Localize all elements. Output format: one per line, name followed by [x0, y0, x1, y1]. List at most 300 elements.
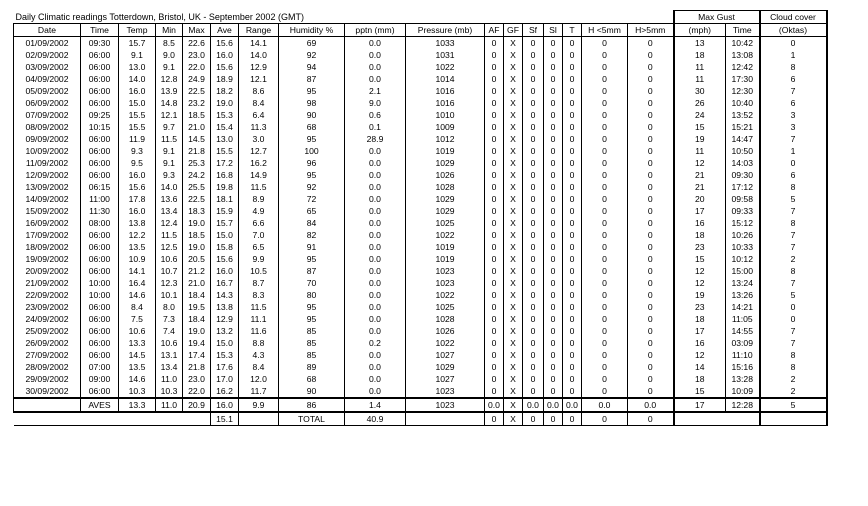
cell-t: 0	[563, 277, 582, 289]
table-row	[14, 361, 827, 373]
cell-h-lt-5mm: 0	[582, 145, 628, 157]
cell-date: 27/09/2002	[14, 349, 81, 361]
cell-range: 11.5	[239, 301, 279, 313]
cell-af: 0	[485, 313, 504, 325]
cell-pressure: 1023	[406, 398, 485, 412]
cell-pptn: 0.0	[345, 373, 406, 385]
climate-table	[13, 10, 828, 426]
cell-max: 25.3	[183, 157, 211, 169]
cell-sl: 0	[544, 169, 563, 181]
cell-pptn: 0.6	[345, 109, 406, 121]
cell-t: 0	[563, 61, 582, 73]
cell-pptn: 0.0	[345, 49, 406, 61]
cell-time: 08:00	[81, 217, 119, 229]
cell-range: 12.0	[239, 373, 279, 385]
cell-sl: 0	[544, 49, 563, 61]
cell-gust-time: 14:21	[726, 301, 760, 313]
cell-ave: 13.0	[211, 133, 239, 145]
cell-max: 22.6	[183, 37, 211, 50]
cell-sf: 0	[523, 97, 544, 109]
cell-time: 06:00	[81, 229, 119, 241]
cell-date: 16/09/2002	[14, 217, 81, 229]
cell-ave: 15.8	[211, 241, 239, 253]
totals-row	[14, 412, 827, 426]
cell-min: 13.1	[156, 349, 183, 361]
cell-gust-time	[726, 412, 760, 426]
cell-gf: X	[504, 181, 523, 193]
cell-t: 0	[563, 361, 582, 373]
cell-pressure: 1031	[406, 49, 485, 61]
cell-oktas: 7	[760, 277, 827, 289]
cell-time: 06:00	[81, 337, 119, 349]
cell-date: 17/09/2002	[14, 229, 81, 241]
cell-gf: X	[504, 145, 523, 157]
cell-max: 23.0	[183, 49, 211, 61]
cell-max: 14.5	[183, 133, 211, 145]
cell-date	[14, 398, 81, 412]
cell-gf: X	[504, 121, 523, 133]
cell-time: 07:00	[81, 361, 119, 373]
table-row	[14, 337, 827, 349]
cell-min: 10.6	[156, 337, 183, 349]
cell-h-gt-5mm: 0	[628, 121, 674, 133]
cell-h-gt-5mm: 0	[628, 313, 674, 325]
table-row	[14, 145, 827, 157]
cell-gust-time: 10:26	[726, 229, 760, 241]
cell-temp: 14.5	[119, 349, 156, 361]
cell-oktas: 5	[760, 289, 827, 301]
cell-temp: 15.0	[119, 97, 156, 109]
cell-h-gt-5mm: 0	[628, 277, 674, 289]
cell-gust-time: 11:10	[726, 349, 760, 361]
cell-gust-time: 11:05	[726, 313, 760, 325]
cell-ave: 15.1	[211, 412, 239, 426]
cell-sl: 0	[544, 277, 563, 289]
cell-gf: X	[504, 349, 523, 361]
cell-oktas: 7	[760, 229, 827, 241]
cell-gust-time: 14:47	[726, 133, 760, 145]
cell-pressure: 1019	[406, 145, 485, 157]
cell-h-lt-5mm: 0	[582, 253, 628, 265]
cell-gust-mph: 21	[674, 169, 726, 181]
cell-range: 11.7	[239, 385, 279, 398]
cell-t: 0	[563, 73, 582, 85]
cell-h-lt-5mm: 0	[582, 121, 628, 133]
cell-h-gt-5mm: 0	[628, 85, 674, 97]
cell-temp: 15.7	[119, 37, 156, 50]
cell-pressure: 1023	[406, 265, 485, 277]
cell-oktas: 7	[760, 85, 827, 97]
cell-t: 0	[563, 49, 582, 61]
cell-time: AVES	[81, 398, 119, 412]
cell-af: 0	[485, 193, 504, 205]
cell-date: 15/09/2002	[14, 205, 81, 217]
cell-t: 0	[563, 412, 582, 426]
cell-gust-time: 03:09	[726, 337, 760, 349]
cell-min: 13.4	[156, 205, 183, 217]
cell-sf: 0.0	[523, 398, 544, 412]
cell-ave: 13.2	[211, 325, 239, 337]
cell-temp: 11.9	[119, 133, 156, 145]
cell-t: 0	[563, 373, 582, 385]
cell-gust-mph: 18	[674, 49, 726, 61]
table-row	[14, 181, 827, 193]
cell-gust-time: 13:28	[726, 373, 760, 385]
cell-max: 22.5	[183, 193, 211, 205]
table-row	[14, 205, 827, 217]
cell-min: 7.4	[156, 325, 183, 337]
cell-humidity: 95	[279, 301, 345, 313]
cell-pptn: 0.0	[345, 73, 406, 85]
cell-sl: 0	[544, 205, 563, 217]
cell-min: 10.3	[156, 385, 183, 398]
cell-h-lt-5mm: 0	[582, 181, 628, 193]
cell-min: 9.1	[156, 157, 183, 169]
cell-sf: 0	[523, 73, 544, 85]
cell-temp: 9.5	[119, 157, 156, 169]
cell-h-gt-5mm: 0	[628, 217, 674, 229]
cell-sl: 0	[544, 349, 563, 361]
cell-gust-mph: 26	[674, 97, 726, 109]
cell-pressure: 1019	[406, 253, 485, 265]
cell-temp: 16.0	[119, 205, 156, 217]
cell-time: 06:00	[81, 49, 119, 61]
cell-sl: 0	[544, 193, 563, 205]
cell-gf: X	[504, 325, 523, 337]
cell-humidity: 68	[279, 373, 345, 385]
cell-gust-time: 10:40	[726, 97, 760, 109]
cell-humidity: 95	[279, 85, 345, 97]
cell-date: 13/09/2002	[14, 181, 81, 193]
cell-gust-time: 13:26	[726, 289, 760, 301]
cell-min: 12.8	[156, 73, 183, 85]
cell-pptn: 0.0	[345, 145, 406, 157]
cell-h-lt-5mm: 0	[582, 412, 628, 426]
cell-gf: X	[504, 241, 523, 253]
cell-h-lt-5mm: 0	[582, 169, 628, 181]
cell-h-gt-5mm: 0	[628, 37, 674, 50]
cell-gust-mph: 16	[674, 337, 726, 349]
cell-min: 9.1	[156, 145, 183, 157]
climate-sheet	[13, 10, 828, 426]
cell-h-lt-5mm: 0	[582, 73, 628, 85]
table-row	[14, 373, 827, 385]
cell-sf: 0	[523, 217, 544, 229]
cell-sl: 0	[544, 301, 563, 313]
cell-pptn: 0.0	[345, 193, 406, 205]
cell-af: 0	[485, 229, 504, 241]
cell-gust-time: 12:30	[726, 85, 760, 97]
cell-range	[239, 412, 279, 426]
cell-date: 19/09/2002	[14, 253, 81, 265]
cell-temp: 16.0	[119, 85, 156, 97]
cell-af: 0	[485, 169, 504, 181]
cell-gf: X	[504, 313, 523, 325]
cell-sl: 0	[544, 133, 563, 145]
cell-max: 21.0	[183, 121, 211, 133]
cell-gf: X	[504, 49, 523, 61]
cell-oktas	[760, 412, 827, 426]
cell-t: 0	[563, 265, 582, 277]
cell-time: 06:00	[81, 73, 119, 85]
cell-date: 20/09/2002	[14, 265, 81, 277]
cell-pptn: 40.9	[345, 412, 406, 426]
cell-ave: 17.6	[211, 361, 239, 373]
cell-gust-mph: 15	[674, 385, 726, 398]
cell-gust-mph: 23	[674, 301, 726, 313]
cell-range: 8.4	[239, 97, 279, 109]
cell-pressure	[406, 412, 485, 426]
cell-h-lt-5mm: 0	[582, 337, 628, 349]
cell-pptn: 0.0	[345, 229, 406, 241]
cell-range: 9.9	[239, 253, 279, 265]
cell-sl: 0	[544, 145, 563, 157]
table-row	[14, 313, 827, 325]
cell-gust-mph: 12	[674, 265, 726, 277]
cell-h-gt-5mm: 0	[628, 385, 674, 398]
cell-min: 9.3	[156, 169, 183, 181]
cell-gust-time: 09:33	[726, 205, 760, 217]
cell-time: 06:00	[81, 349, 119, 361]
cell-range: 12.7	[239, 145, 279, 157]
cell-gust-mph: 24	[674, 109, 726, 121]
cell-gf: X	[504, 265, 523, 277]
cell-temp: 14.6	[119, 289, 156, 301]
cell-sl: 0.0	[544, 398, 563, 412]
table-row	[14, 289, 827, 301]
cell-gust-mph: 12	[674, 277, 726, 289]
cell-sl: 0	[544, 385, 563, 398]
cell-temp: 15.5	[119, 121, 156, 133]
cell-gust-time: 10:42	[726, 37, 760, 50]
cell-pressure: 1023	[406, 277, 485, 289]
cell-h-lt-5mm: 0	[582, 361, 628, 373]
cell-ave: 15.3	[211, 349, 239, 361]
cell-h-gt-5mm: 0	[628, 109, 674, 121]
cell-t: 0	[563, 37, 582, 50]
table-row	[14, 61, 827, 73]
cell-sl: 0	[544, 289, 563, 301]
cell-h-lt-5mm: 0	[582, 325, 628, 337]
cell-sf: 0	[523, 349, 544, 361]
table-row	[14, 157, 827, 169]
cell-h-gt-5mm: 0.0	[628, 398, 674, 412]
cell-af: 0	[485, 37, 504, 50]
cell-gust-time: 15:00	[726, 265, 760, 277]
cell-min: 8.5	[156, 37, 183, 50]
cell-h-gt-5mm: 0	[628, 373, 674, 385]
cell-sl: 0	[544, 337, 563, 349]
cell-h-gt-5mm: 0	[628, 61, 674, 73]
cell-max: 18.4	[183, 289, 211, 301]
cell-humidity: 95	[279, 253, 345, 265]
cell-ave: 15.7	[211, 217, 239, 229]
cell-pptn: 0.0	[345, 217, 406, 229]
cell-humidity: 68	[279, 121, 345, 133]
cell-ave: 15.4	[211, 121, 239, 133]
cell-gust-mph: 11	[674, 73, 726, 85]
column-header-oktas: (Oktas)	[760, 24, 827, 37]
cell-gust-time: 10:09	[726, 385, 760, 398]
cell-af: 0	[485, 349, 504, 361]
cell-gust-time: 10:12	[726, 253, 760, 265]
cell-temp: 7.5	[119, 313, 156, 325]
cell-time: 06:00	[81, 85, 119, 97]
cell-date: 11/09/2002	[14, 157, 81, 169]
cell-min: 9.1	[156, 61, 183, 73]
cell-range: 3.0	[239, 133, 279, 145]
cell-gust-mph	[674, 412, 726, 426]
cell-gf: X	[504, 385, 523, 398]
cell-gust-time: 14:03	[726, 157, 760, 169]
cell-h-gt-5mm: 0	[628, 181, 674, 193]
cell-af: 0	[485, 385, 504, 398]
cell-date: 14/09/2002	[14, 193, 81, 205]
cell-t: 0	[563, 349, 582, 361]
cell-pptn: 9.0	[345, 97, 406, 109]
cell-min: 11.0	[156, 373, 183, 385]
cell-gust-time: 12:28	[726, 398, 760, 412]
cell-t: 0	[563, 241, 582, 253]
cell-time: 11:30	[81, 205, 119, 217]
cell-temp: 13.5	[119, 241, 156, 253]
cell-min: 9.7	[156, 121, 183, 133]
cell-temp: 15.5	[119, 109, 156, 121]
cell-oktas: 7	[760, 337, 827, 349]
cell-pressure: 1022	[406, 337, 485, 349]
cell-pressure: 1033	[406, 37, 485, 50]
cell-t: 0	[563, 205, 582, 217]
cell-sl: 0	[544, 412, 563, 426]
cell-t: 0	[563, 289, 582, 301]
cell-sf: 0	[523, 325, 544, 337]
table-row	[14, 121, 827, 133]
cell-ave: 19.0	[211, 97, 239, 109]
cell-min: 12.3	[156, 277, 183, 289]
cell-h-lt-5mm: 0	[582, 241, 628, 253]
cell-temp: 15.6	[119, 181, 156, 193]
cell-max	[183, 412, 211, 426]
cell-sf: 0	[523, 205, 544, 217]
cell-pptn: 0.0	[345, 265, 406, 277]
cell-sl: 0	[544, 241, 563, 253]
cell-pptn: 0.0	[345, 157, 406, 169]
cell-h-lt-5mm: 0	[582, 373, 628, 385]
cell-temp: 16.4	[119, 277, 156, 289]
cell-time: 09:30	[81, 37, 119, 50]
cell-min: 9.0	[156, 49, 183, 61]
cell-gust-time: 13:24	[726, 277, 760, 289]
cell-h-gt-5mm: 0	[628, 349, 674, 361]
cell-ave: 14.3	[211, 289, 239, 301]
cell-gust-mph: 18	[674, 229, 726, 241]
cell-range: 6.5	[239, 241, 279, 253]
cell-pptn: 0.0	[345, 169, 406, 181]
table-row	[14, 49, 827, 61]
cell-sf: 0	[523, 301, 544, 313]
cell-temp	[119, 412, 156, 426]
cell-af: 0	[485, 277, 504, 289]
cell-date: 18/09/2002	[14, 241, 81, 253]
cell-min: 10.7	[156, 265, 183, 277]
cell-h-gt-5mm: 0	[628, 193, 674, 205]
cell-t: 0	[563, 385, 582, 398]
cell-humidity: 92	[279, 49, 345, 61]
cell-pptn: 0.0	[345, 289, 406, 301]
cell-oktas: 0	[760, 301, 827, 313]
cell-gust-time: 15:16	[726, 361, 760, 373]
cell-max: 23.0	[183, 373, 211, 385]
cell-temp: 10.9	[119, 253, 156, 265]
cell-h-gt-5mm: 0	[628, 133, 674, 145]
cell-sf: 0	[523, 361, 544, 373]
cell-pptn: 0.0	[345, 181, 406, 193]
cell-pptn: 0.0	[345, 361, 406, 373]
column-header-humidity: Humidity %	[279, 24, 345, 37]
cell-ave: 15.6	[211, 61, 239, 73]
cell-af: 0	[485, 325, 504, 337]
cell-time: 11:00	[81, 193, 119, 205]
cell-pressure: 1029	[406, 361, 485, 373]
cell-sl: 0	[544, 109, 563, 121]
cell-time: 10:00	[81, 277, 119, 289]
cell-oktas: 8	[760, 181, 827, 193]
cell-oktas: 6	[760, 169, 827, 181]
cell-humidity: 90	[279, 385, 345, 398]
cell-humidity: 85	[279, 337, 345, 349]
cell-oktas: 6	[760, 73, 827, 85]
cell-max: 24.9	[183, 73, 211, 85]
cell-sl: 0	[544, 37, 563, 50]
table-row	[14, 229, 827, 241]
cell-oktas: 8	[760, 61, 827, 73]
cell-h-lt-5mm: 0	[582, 49, 628, 61]
table-row	[14, 253, 827, 265]
cell-range: 6.6	[239, 217, 279, 229]
cell-humidity: 86	[279, 398, 345, 412]
cell-gust-time: 09:58	[726, 193, 760, 205]
cell-max: 24.2	[183, 169, 211, 181]
cell-gf: X	[504, 289, 523, 301]
table-row	[14, 385, 827, 398]
cell-af: 0	[485, 157, 504, 169]
cell-t: 0	[563, 181, 582, 193]
cell-date: 26/09/2002	[14, 337, 81, 349]
column-header-min: Min	[156, 24, 183, 37]
cell-gust-mph: 16	[674, 217, 726, 229]
cell-humidity: 69	[279, 37, 345, 50]
cell-gust-time: 10:33	[726, 241, 760, 253]
table-row	[14, 217, 827, 229]
cell-gust-mph: 14	[674, 361, 726, 373]
cell-humidity: 89	[279, 361, 345, 373]
cell-gust-mph: 23	[674, 241, 726, 253]
cell-max: 25.5	[183, 181, 211, 193]
cell-pptn: 0.0	[345, 61, 406, 73]
cell-time: 06:00	[81, 145, 119, 157]
cell-humidity: 65	[279, 205, 345, 217]
cell-humidity: 85	[279, 325, 345, 337]
cell-sf: 0	[523, 313, 544, 325]
cell-date: 08/09/2002	[14, 121, 81, 133]
cell-sf: 0	[523, 181, 544, 193]
cell-oktas: 7	[760, 133, 827, 145]
cell-pptn: 0.0	[345, 205, 406, 217]
cell-af: 0	[485, 253, 504, 265]
cell-temp: 16.0	[119, 169, 156, 181]
cell-min: 13.4	[156, 361, 183, 373]
cell-max: 18.5	[183, 109, 211, 121]
